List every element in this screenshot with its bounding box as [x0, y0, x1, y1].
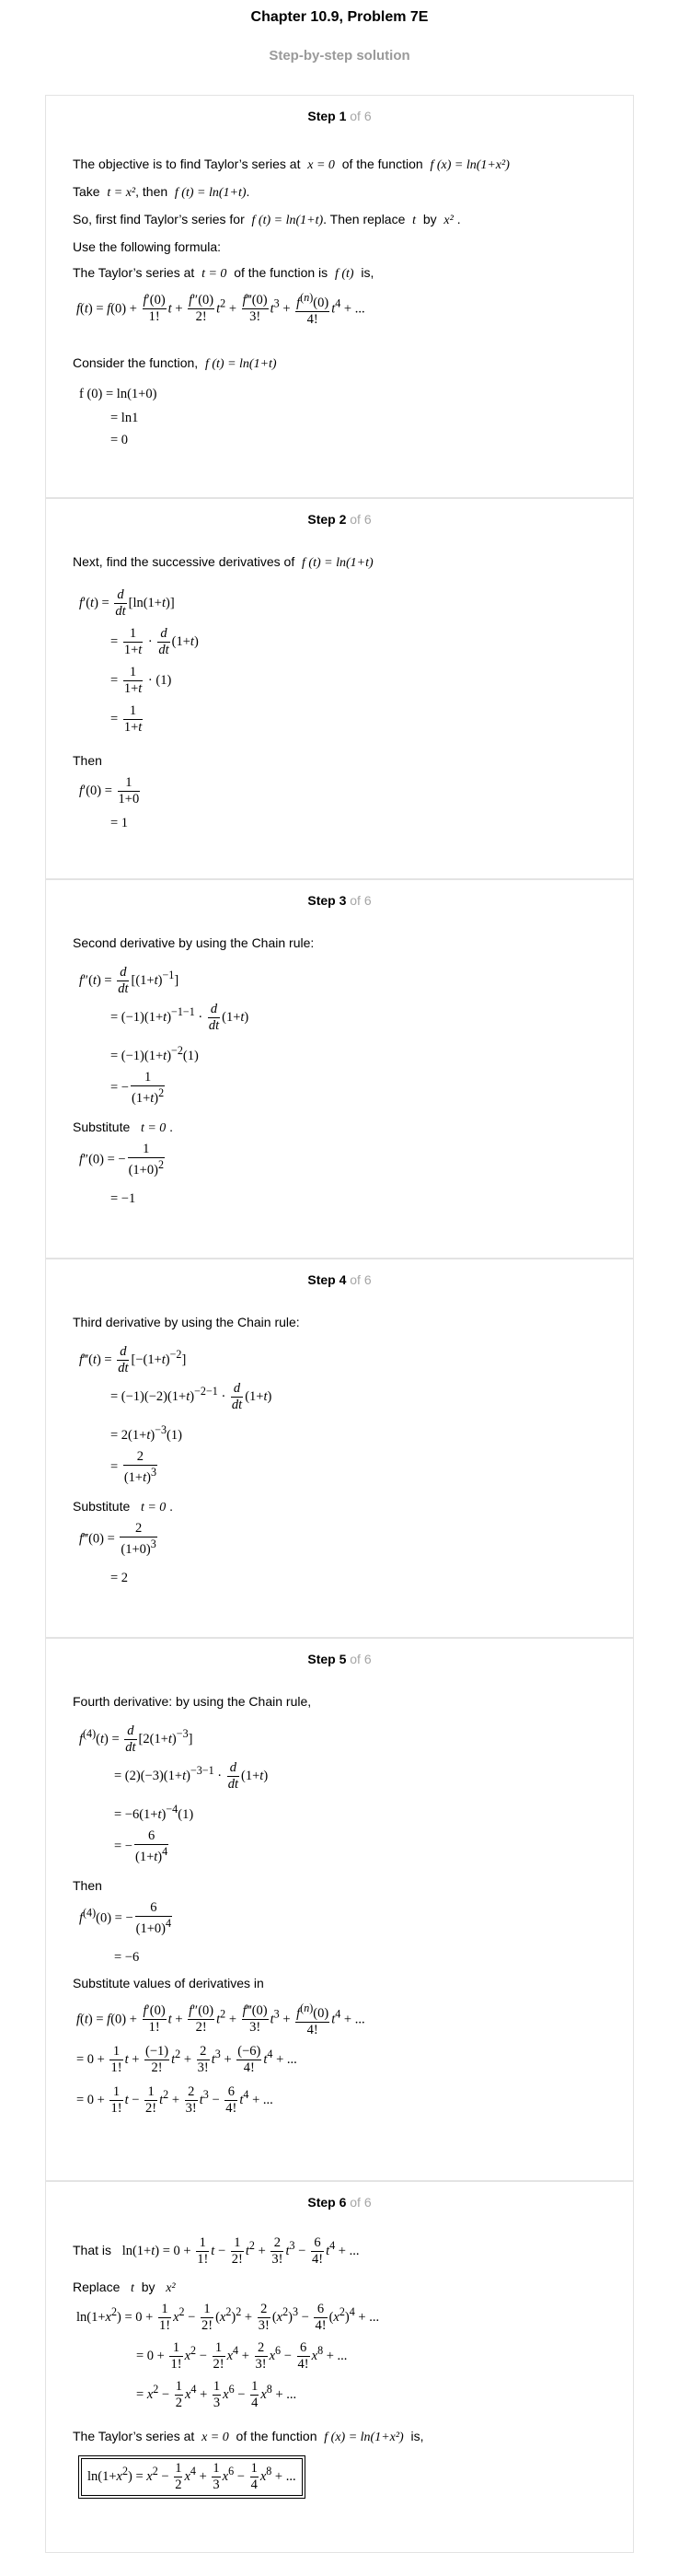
third-derivative-eq-2: = $(-1)(-2)(1+t)^{-2-1}$ · $\frac{d}{dt}$ (1+t)	[110, 1381, 272, 1412]
step-heading: Step 1 of 6	[307, 109, 372, 123]
second-derivative-eq-4: = − $\frac{1}{(1+t)^2}$	[110, 1070, 165, 1106]
taylor-series-line: The Taylor’s series at t = 0 of the function is f (t) is,	[73, 265, 374, 281]
step-heading: Step 4 of 6	[307, 1272, 372, 1287]
replaced-series-3: = $x^2$ − $\frac{1}{2}$ $x^4$ + $\frac{1}{3}$ $x^6$ − $\frac{1}{4}$ $x^8$ + ...	[136, 2379, 297, 2410]
final-answer-box: $\ln(1+x^2) = x^2$ − $\frac{1}{2}$ $x^4$ + $\frac{1}{3}$ $x^6$ − $\frac{1}{4}$ $x^8$ + ...	[81, 2458, 303, 2496]
substitute-values-line: Substitute values of derivatives in	[73, 1976, 264, 1990]
substitute-line: Substitute t = 0 .	[73, 1120, 174, 1135]
third-derivative-eq-3: = $2(1+t)^{-3}(1)$	[110, 1423, 182, 1443]
first-derivative-eq: f′(t) = $\frac{d}{dt}$ [ln(1+t)]	[79, 587, 175, 619]
f4-0-eq: $f^{(4)}(0)$ = − $\frac{6}{(1+0)^4}$	[79, 1900, 172, 1936]
objective-line: The objective is to find Taylor’s series at x = 0 of the function f (x) = ln(1+x²)	[73, 157, 510, 172]
second-derivative-eq: f″(t) = $\frac{d}{dt}$ $[(1+t)^{-1}]$	[79, 965, 179, 996]
f-double-prime-0-val: = −1	[110, 1191, 136, 1206]
third-derivative-eq-4: = $\frac{2}{(1+t)^3}$	[110, 1449, 156, 1485]
step-card-5	[45, 1638, 634, 2181]
f0-eq-3: = 0	[110, 433, 129, 447]
fourth-derivative-eq: $f^{(4)}(t)$ = $\frac{d}{dt}$ $[2(1+t)^{-3}]$	[79, 1723, 193, 1755]
take-line: Take t = x², then f (t) = ln(1+t).	[73, 184, 250, 200]
taylor-formula: f(t) = f(0) + $\frac{f'(0)}{1!}$ t + $\frac{f''(0)}{2!}$ $t^2$ + $\frac{f‴(0)}{3!}$ $t^3$ + $\frac{f^{(n)}(0)}{4!}$ $t^4$ + ...	[76, 291, 365, 327]
step-card-2	[45, 498, 634, 879]
then-line: Then	[73, 1878, 102, 1893]
replaced-series-2: = 0 + $\frac{1}{1!}$ $x^2$ − $\frac{1}{2!}$ $x^4$ + $\frac{2}{3!}$ $x^6$ − $\frac{6}{4!}$ $x^8$ + ...	[136, 2340, 348, 2372]
consider-line: Consider the function, f (t) = ln(1+t)	[73, 355, 277, 371]
step-heading: Step 3 of 6	[307, 893, 372, 908]
step-card-3	[45, 879, 634, 1259]
f-triple-prime-0-eq: f‴(0) = $\frac{2}{(1+0)^3}$	[79, 1521, 156, 1557]
formula-line: Use the following formula:	[73, 239, 222, 254]
step-card-4	[45, 1259, 634, 1638]
step-heading: Step 2 of 6	[307, 512, 372, 527]
then-line: Then	[73, 753, 102, 768]
second-derivative-eq-3: = $(-1)(1+t)^{-2}(1)$	[110, 1044, 199, 1063]
fourth-derivative-eq-2: = $(2)(-3)(1+t)^{-3-1}$ · $\frac{d}{dt}$ (1+t)	[114, 1760, 269, 1792]
replace-line: Replace t by x²	[73, 2280, 176, 2295]
f0-eq-2: = ln1	[110, 411, 139, 425]
taylor-formula: f(t) = f(0) + $\frac{f'(0)}{1!}$ t + $\frac{f''(0)}{2!}$ $t^2$ + $\frac{f‴(0)}{3!}$ $t^3$ + $\frac{f^{(n)}(0)}{4!}$ $t^4$ + ...	[76, 2002, 365, 2037]
step-heading: Step 5 of 6	[307, 1652, 372, 1666]
third-derivative-line: Third derivative by using the Chain rule:	[73, 1315, 300, 1329]
f4-0-val: = −6	[114, 1950, 140, 1965]
first-derivative-eq-3: = $\frac{1}{1+t}$ · (1)	[110, 665, 172, 696]
substituted-series: = 0 + $\frac{1}{1!}$ t + $\frac{(-1)}{2!}$ $t^2$ + $\frac{2}{3!}$ $t^3$ + $\frac{(-6)}{4!}$ $t^4$ + ...	[76, 2044, 297, 2075]
replaced-series: $\ln(1+x^2) = 0$ + $\frac{1}{1!}$ $x^2$ − $\frac{1}{2!}$ $(x^2)^2$ + $\frac{2}{3!}$ $(x^2)^3$ − $\frac{6}{4!}$ $(x^2)^4$ + ...	[76, 2302, 380, 2333]
f-double-prime-0-eq: f″(0) = − $\frac{1}{(1+0)^2}$	[79, 1142, 164, 1178]
f-prime-0-eq: f′(0) = $\frac{1}{1+0}$	[79, 775, 140, 806]
f-triple-prime-0-val: = 2	[110, 1571, 129, 1585]
second-derivative-line: Second derivative by using the Chain rule:	[73, 935, 315, 950]
first-find-line: So, first find Taylor’s series for f (t) = ln(1+t). Then replace t by x² .	[73, 212, 461, 227]
fourth-derivative-eq-4: = − $\frac{6}{(1+t)^4}$	[114, 1828, 168, 1864]
substitute-line: Substitute t = 0 .	[73, 1499, 174, 1514]
simplified-series: = 0 + $\frac{1}{1!}$ t − $\frac{1}{2!}$ $t^2$ + $\frac{2}{3!}$ $t^3$ − $\frac{6}{4!}$ $t^4$ + ...	[76, 2084, 273, 2116]
that-is-line: That is ln(1+t) = 0 + $\frac{1}{1!}$ t − $\frac{1}{2!}$ $t^2$ + $\frac{2}{3!}$ $t^3$ − $\frac{6}{4!}$ $t^4$ + ...	[73, 2235, 360, 2267]
fourth-derivative-line: Fourth derivative: by using the Chain rule,	[73, 1694, 312, 1709]
step-card-6	[45, 2181, 634, 2553]
first-derivative-eq-4: = $\frac{1}{1+t}$	[110, 703, 143, 735]
second-derivative-eq-2: = $(-1)(1+t)^{-1-1}$ · $\frac{d}{dt}$ (1+t)	[110, 1002, 249, 1033]
fourth-derivative-eq-3: = $-6(1+t)^{-4}(1)$	[114, 1803, 194, 1822]
step-heading: Step 6 of 6	[307, 2195, 372, 2210]
page-title: Chapter 10.9, Problem 7E	[250, 9, 429, 25]
step-card-1	[45, 95, 634, 498]
f0-eq: f (0) = ln(1+0)	[79, 387, 157, 401]
successive-derivatives-line: Next, find the successive derivatives of f (t) = ln(1+t)	[73, 554, 374, 570]
page-subtitle: Step-by-step solution	[269, 48, 410, 64]
first-derivative-eq-2: = $\frac{1}{1+t}$ · $\frac{d}{dt}$ (1+t)	[110, 626, 199, 657]
f-prime-0-val: = 1	[110, 816, 129, 830]
third-derivative-eq: f‴(t) = $\frac{d}{dt}$ $[-(1+t)^{-2}]$	[79, 1344, 187, 1375]
final-statement-line: The Taylor’s series at x = 0 of the function f (x) = ln(1+x²) is,	[73, 2429, 424, 2444]
